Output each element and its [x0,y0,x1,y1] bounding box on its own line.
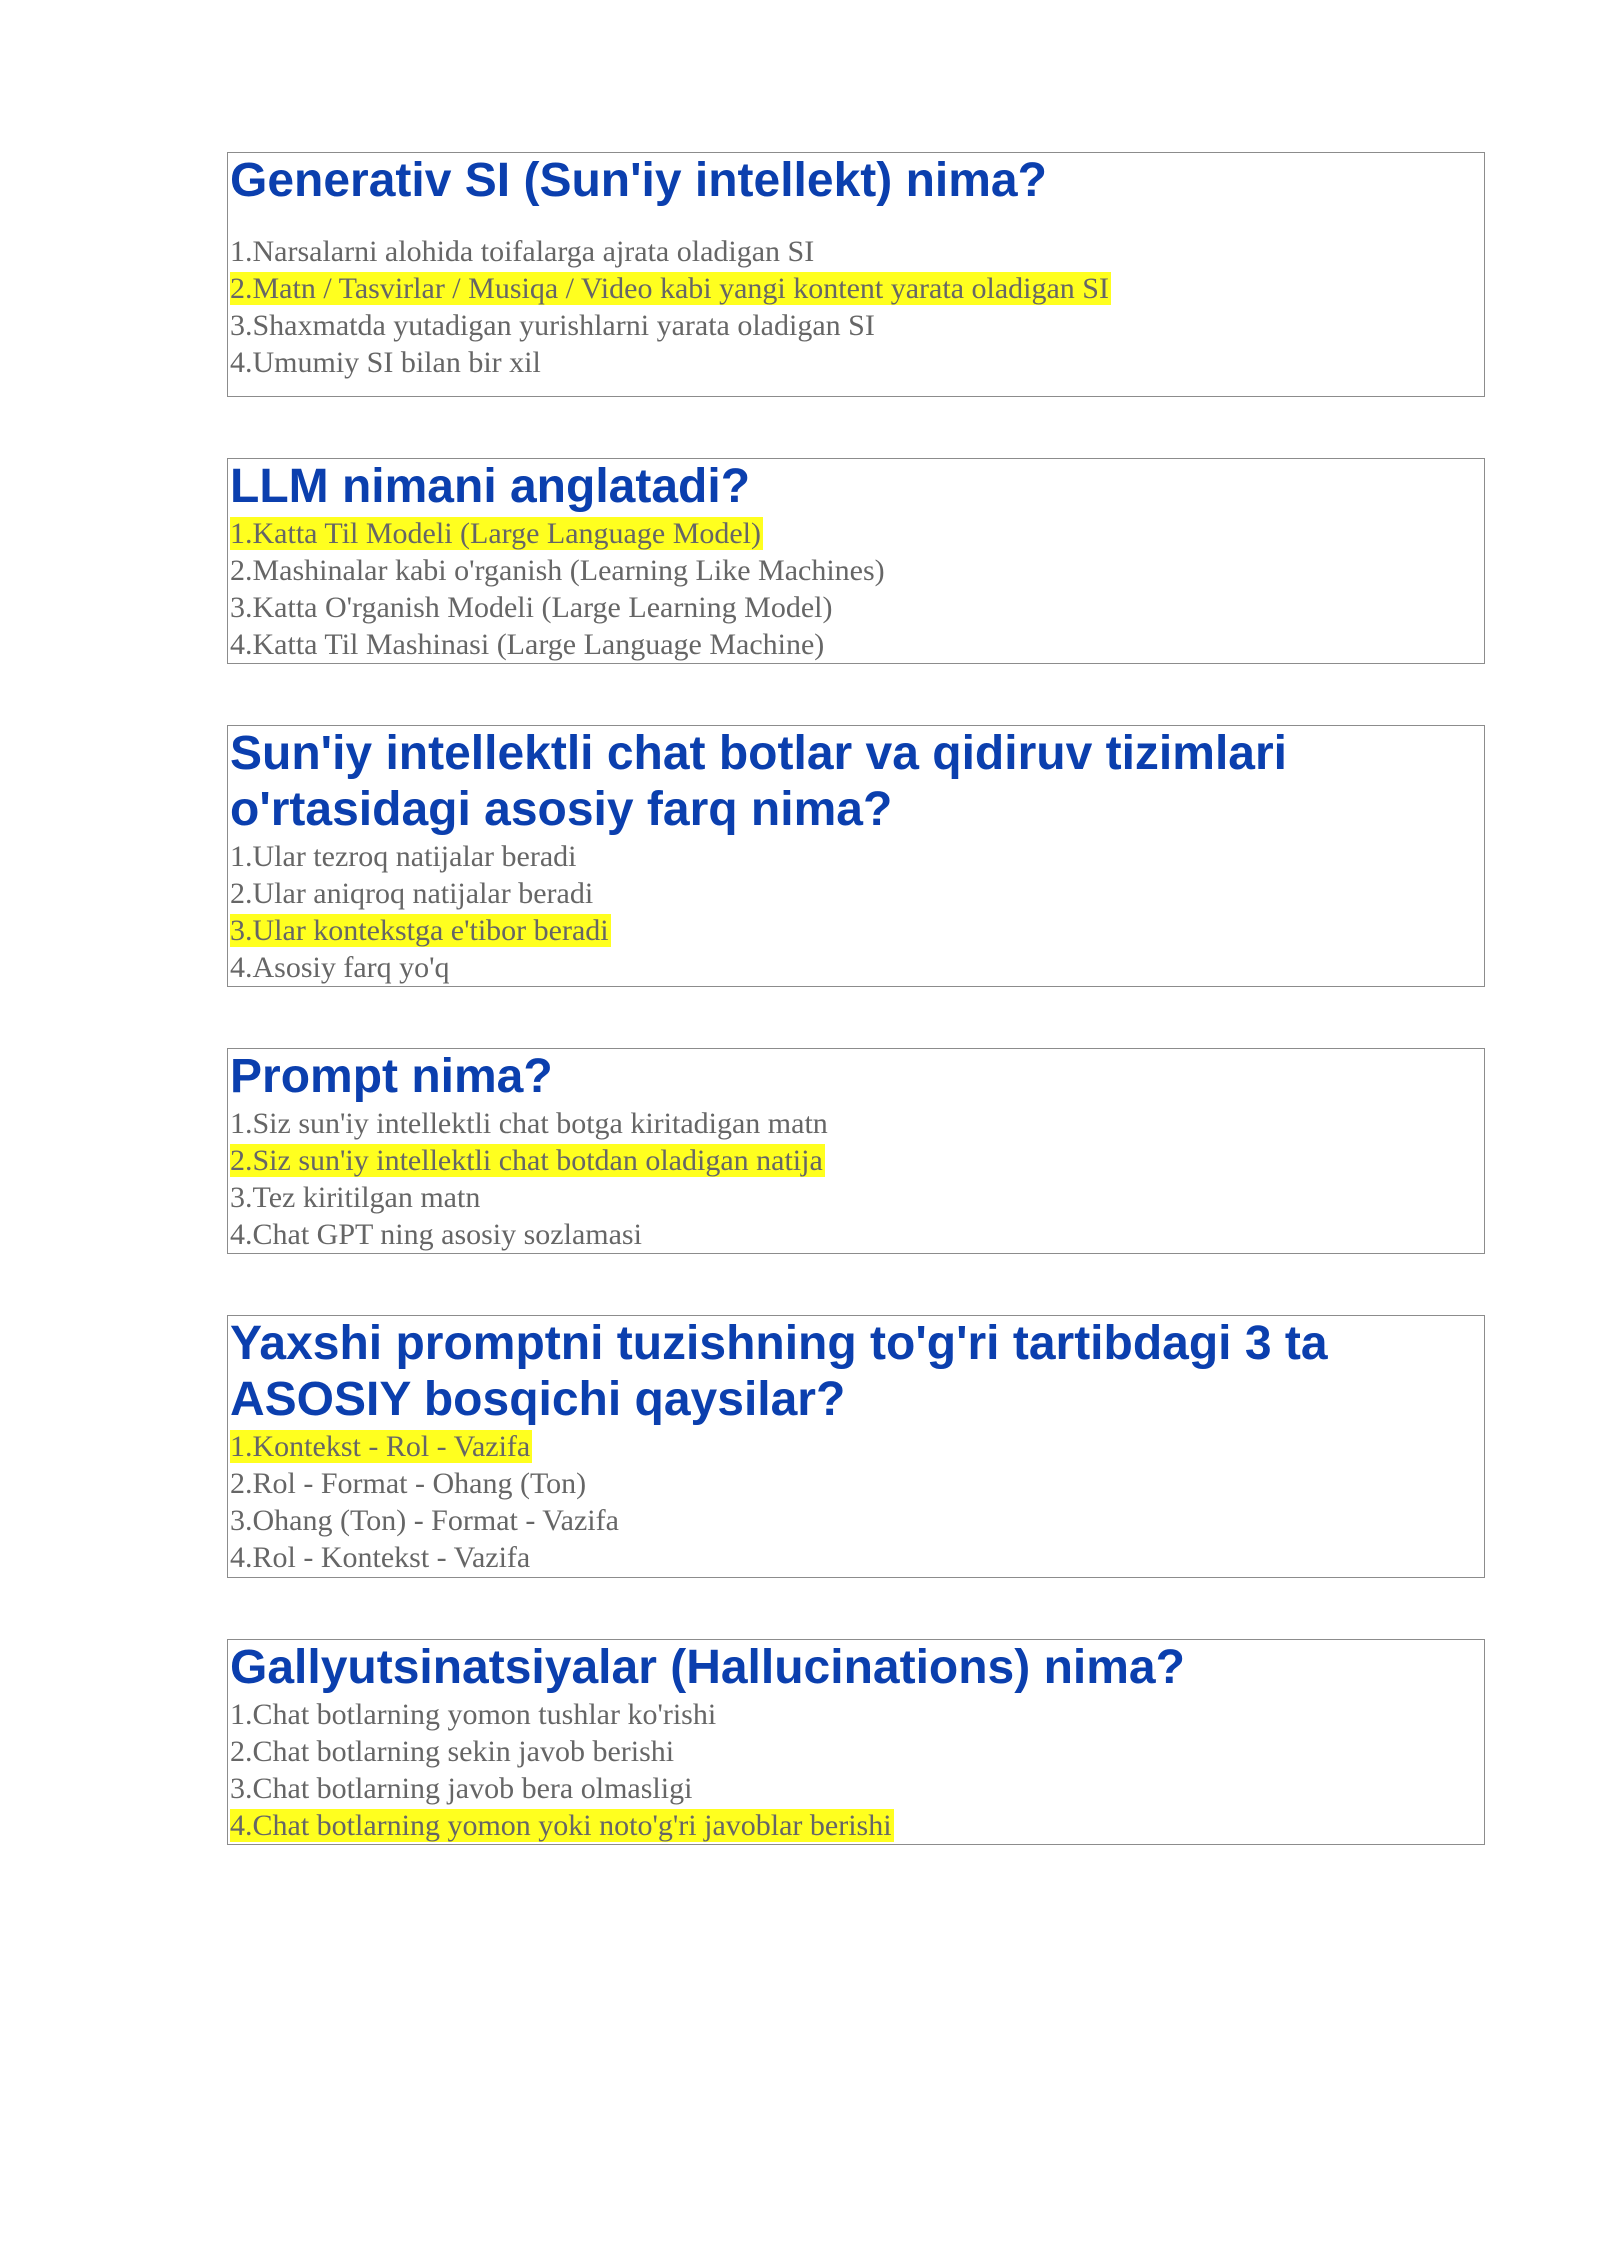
answer-option-3: 3.Ohang (Ton) - Format - Vazifa [230,1504,619,1537]
answer-option-3: 3.Shaxmatda yutadigan yurishlarni yarata oladigan SI [230,309,875,342]
answer-option-1: 1.Chat botlarning yomon tushlar ko'rishi [230,1698,717,1731]
question-title: LLM nimani anglatadi? [230,460,751,513]
answer-option-2: 2.Rol - Format - Ohang (Ton) [230,1467,587,1500]
answer-option-1: 1.Ular tezroq natijalar beradi [230,840,577,873]
answer-option-3: 3.Tez kiritilgan matn [230,1181,481,1214]
answer-option-3: 3.Chat botlarning javob bera olmasligi [230,1772,693,1805]
question-card-4 [227,1048,1485,1254]
answer-option-1-highlighted: 1.Katta Til Modeli (Large Language Model) [230,517,762,550]
answer-option-2: 2.Mashinalar kabi o'rganish (Learning Like Machines) [230,554,885,587]
answer-option-4: 4.Katta Til Mashinasi (Large Language Machine) [230,628,825,661]
question-title: Generativ SI (Sun'iy intellekt) nima? [230,154,1047,207]
answer-option-4: 4.Chat GPT ning asosiy sozlamasi [230,1218,642,1251]
question-title-line-1: Sun'iy intellektli chat botlar va qidiruv tizimlari [230,727,1287,780]
answer-option-4: 4.Umumiy SI bilan bir xil [230,346,541,379]
answer-option-2: 2.Ular aniqroq natijalar beradi [230,877,594,910]
answer-option-1-highlighted: 1.Kontekst - Rol - Vazifa [230,1430,531,1463]
answer-option-2: 2.Chat botlarning sekin javob berishi [230,1735,675,1768]
question-card-3 [227,725,1485,987]
question-title-line-1: Yaxshi promptni tuzishning to'g'ri tartibdagi 3 ta [230,1317,1328,1370]
question-card-1 [227,152,1485,397]
question-title-line-2: o'rtasidagi asosiy farq nima? [230,783,893,836]
answer-option-4: 4.Rol - Kontekst - Vazifa [230,1541,531,1574]
answer-option-1: 1.Siz sun'iy intellektli chat botga kiritadigan matn [230,1107,828,1140]
answer-option-4-highlighted: 4.Chat botlarning yomon yoki noto'g'ri javoblar berishi [230,1809,892,1842]
question-card-2 [227,458,1485,664]
answer-option-3-highlighted: 3.Ular kontekstga e'tibor beradi [230,914,609,947]
answer-option-1: 1.Narsalarni alohida toifalarga ajrata oladigan SI [230,235,815,268]
answer-option-3: 3.Katta O'rganish Modeli (Large Learning Model) [230,591,833,624]
question-title-line-2: ASOSIY bosqichi qaysilar? [230,1373,846,1426]
question-title: Gallyutsinatsiyalar (Hallucinations) nima? [230,1641,1185,1694]
question-card-6 [227,1639,1485,1845]
question-title: Prompt nima? [230,1050,553,1103]
question-title [230,1316,1484,1428]
question-title [230,726,1484,838]
answer-option-4: 4.Asosiy farq yo'q [230,951,450,984]
answer-option-2-highlighted: 2.Matn / Tasvirlar / Musiqa / Video kabi yangi kontent yarata oladigan SI [230,272,1109,305]
question-card-5 [227,1315,1485,1578]
answer-option-2-highlighted: 2.Siz sun'iy intellektli chat botdan oladigan natija [230,1144,823,1177]
